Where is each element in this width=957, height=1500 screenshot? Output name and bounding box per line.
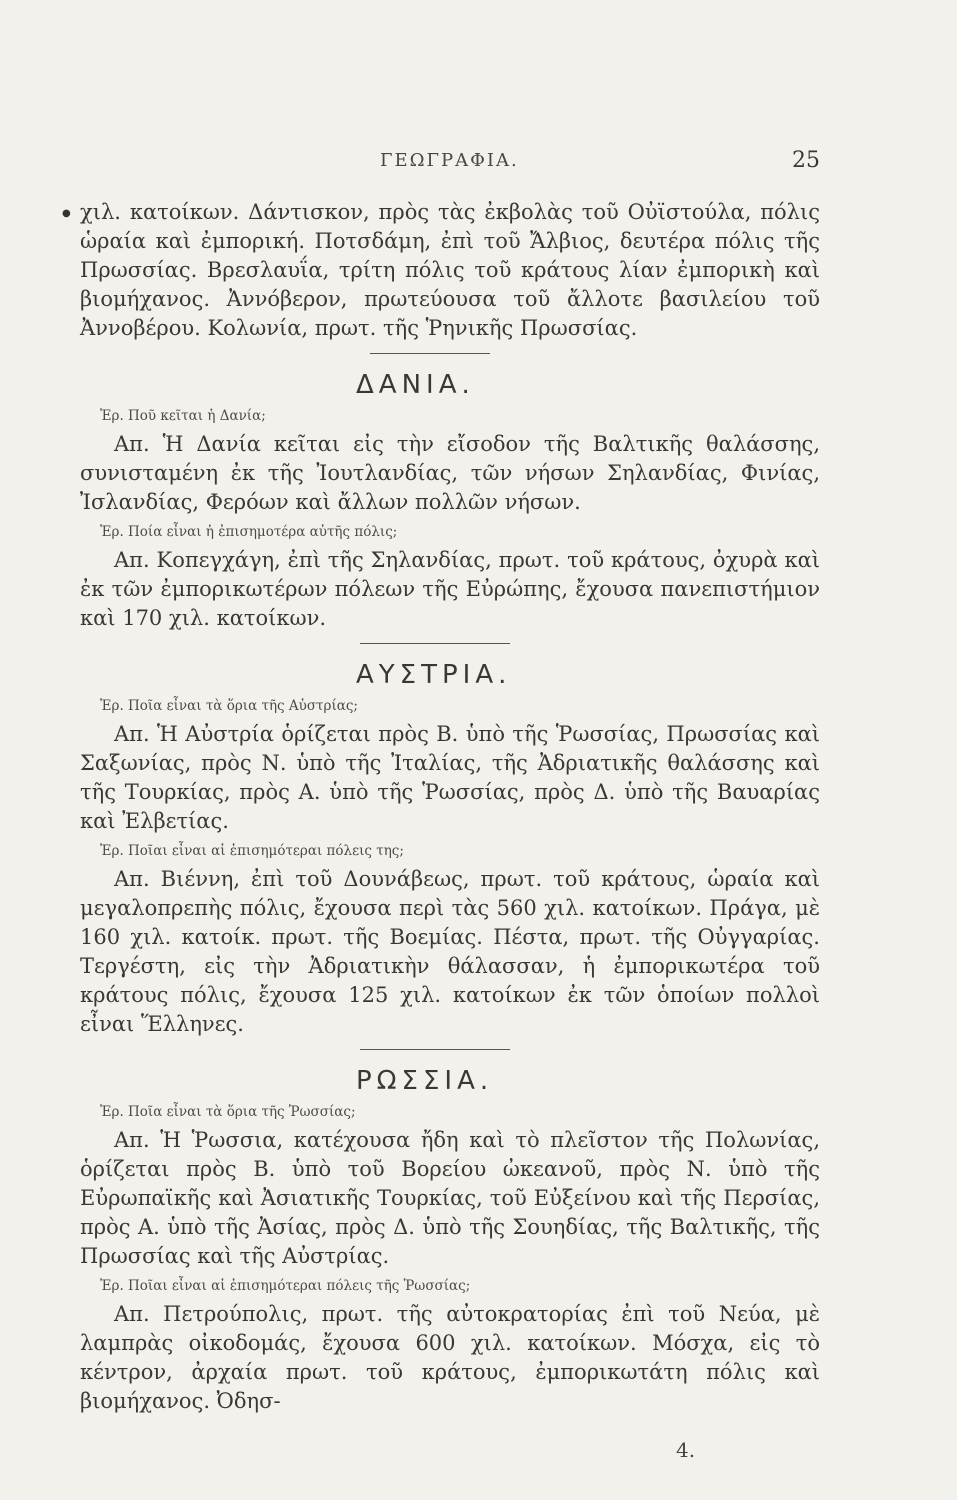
intro-paragraph: χιλ. κατοίκων. Δάντισκον, πρὸς τὰς ἐκβολὰς τοῦ Οὐϊστούλα, πόλις ὡραία καὶ ἐμπορική. Ποτσδάμη, ἐπὶ τοῦ Ἄλβιος, δευτέρα πόλις τῆς Πρωσσίας. Βρεσλαυΐα, τρίτη πόλις τοῦ κράτους λίαν ἐμπορικὴ καὶ βιομήχανος. Ἀννόβερον, πρωτεύουσα τοῦ ἄλλοτε βασιλείου τοῦ Ἀννοβέρου. Κολωνία, πρωτ. τῆς Ῥηνικῆς Πρωσσίας. bbox=[80, 200, 820, 340]
question-austria-borders: Ἐρ. Ποῖα εἶναι τὰ ὅρια τῆς Αὐστρίας; bbox=[100, 698, 358, 714]
answer-russia-cities: Απ. Πετρούπολις, πρωτ. τῆς αὐτοκρατορίας ἐπὶ τοῦ Νεύα, μὲ λαμπρὰς οἰκοδομάς, ἔχουσα 600 χιλ. κατοίκων. Μόσχα, εἰς τὸ κέντρον, ἀρχαία πρωτ. τοῦ κράτους, ἐμπορικωτάτη πόλις καὶ βιομήχανος. Ὀδησ- bbox=[80, 1302, 820, 1413]
margin-bullet-icon: ● bbox=[62, 208, 71, 219]
question-denmark-city: Ἐρ. Ποία εἶναι ἡ ἐπισημοτέρα αὐτῆς πόλις; bbox=[100, 524, 398, 540]
signature-mark: 4. bbox=[676, 1438, 696, 1462]
question-russia-borders: Ἐρ. Ποῖα εἶναι τὰ ὅρια τῆς Ῥωσσίας; bbox=[100, 1104, 356, 1120]
answer-russia-borders: Απ. Ἡ Ῥωσσια, κατέχουσα ἤδη καὶ τὸ πλεῖστον τῆς Πολωνίας, ὁρίζεται πρὸς Β. ὑπὸ τοῦ Βορείου ὠκεανοῦ, πρὸς Ν. ὑπὸ τῆς Εὐρωπαϊκῆς καὶ Ἀσιατικῆς Τουρκίας, τοῦ Εὐξείνου καὶ τῆς Περσίας, πρὸς Α. ὑπὸ τῆς Ἀσίας, πρὸς Δ. ὑπὸ τῆς Σουηδίας, τῆς Βαλτικῆς, τῆς Πρωσσίας καὶ τῆς Αὐστρίας. bbox=[80, 1128, 820, 1268]
running-title: ΓΕΩΓΡΑΦΙΑ. bbox=[380, 150, 519, 171]
question-russia-cities: Ἐρ. Ποῖαι εἶναι αἱ ἐπισημότεραι πόλεις τῆς Ῥωσσίας; bbox=[100, 1278, 471, 1294]
question-denmark-location: Ἐρ. Ποῦ κεῖται ἡ Δανία; bbox=[100, 408, 266, 424]
section-title-russia: ΡΩΣΣΙΑ. bbox=[356, 1066, 494, 1096]
question-austria-cities: Ἐρ. Ποῖαι εἶναι αἱ ἐπισημότεραι πόλεις της; bbox=[100, 843, 404, 859]
answer-denmark-city: Απ. Κοπεγχάγη, ἐπὶ τῆς Σηλανδίας, πρωτ. τοῦ κράτους, ὀχυρὰ καὶ ἐκ τῶν ἐμπορικωτέρων πόλεων τῆς Εὐρώπης, ἔχουσα πανεπιστήμιον καὶ 170 χιλ. κατοίκων. bbox=[80, 548, 820, 630]
section-divider bbox=[370, 353, 490, 354]
answer-austria-borders: Απ. Ἡ Αὐστρία ὁρίζεται πρὸς Β. ὑπὸ τῆς Ῥωσσίας, Πρωσσίας καὶ Σαξωνίας, πρὸς Ν. ὑπὸ τῆς Ἰταλίας, τῆς Ἀδριατικῆς θαλάσσης καὶ τῆς Τουρκίας, πρὸς Α. ὑπὸ τῆς Ῥωσσίας, πρὸς Δ. ὑπὸ τῆς Βαυαρίας καὶ Ἐλβετίας. bbox=[80, 722, 820, 833]
body-text bbox=[80, 198, 820, 1416]
page-number: 25 bbox=[792, 148, 820, 173]
running-head bbox=[80, 150, 820, 184]
answer-denmark-location: Απ. Ἡ Δανία κεῖται εἰς τὴν εἴσοδον τῆς Βαλτικῆς θαλάσσης, συνισταμένη ἐκ τῆς Ἰουτλανδίας, τῶν νήσων Σηλανδίας, Φινίας, Ἰσλανδίας, Φερόων καὶ ἄλλων πολλῶν νήσων. bbox=[80, 432, 820, 514]
section-title-austria: ΑΥΣΤΡΙΑ. bbox=[356, 660, 512, 690]
answer-austria-cities: Απ. Βιέννη, ἐπὶ τοῦ Δουνάβεως, πρωτ. τοῦ κράτους, ὡραία καὶ μεγαλοπρεπὴς πόλις, ἔχουσα περὶ τὰς 560 χιλ. κατοίκων. Πράγα, μὲ 160 χιλ. κατοίκ. πρωτ. τῆς Βοεμίας. Πέστα, πρωτ. τῆς Οὐγγαρίας. Τεργέστη, εἰς τὴν Ἀδριατικὴν θάλασσαν, ἡ ἐμπορικωτέρα τοῦ κράτους πόλις, ἔχουσα 125 χιλ. κατοίκων ἐκ τῶν ὁποίων πολλοὶ εἶναι Ἕλληνες. bbox=[80, 867, 820, 1036]
section-title-denmark: ΔΑΝΙΑ. bbox=[356, 370, 475, 400]
section-divider bbox=[360, 1049, 510, 1050]
section-divider bbox=[360, 643, 510, 644]
